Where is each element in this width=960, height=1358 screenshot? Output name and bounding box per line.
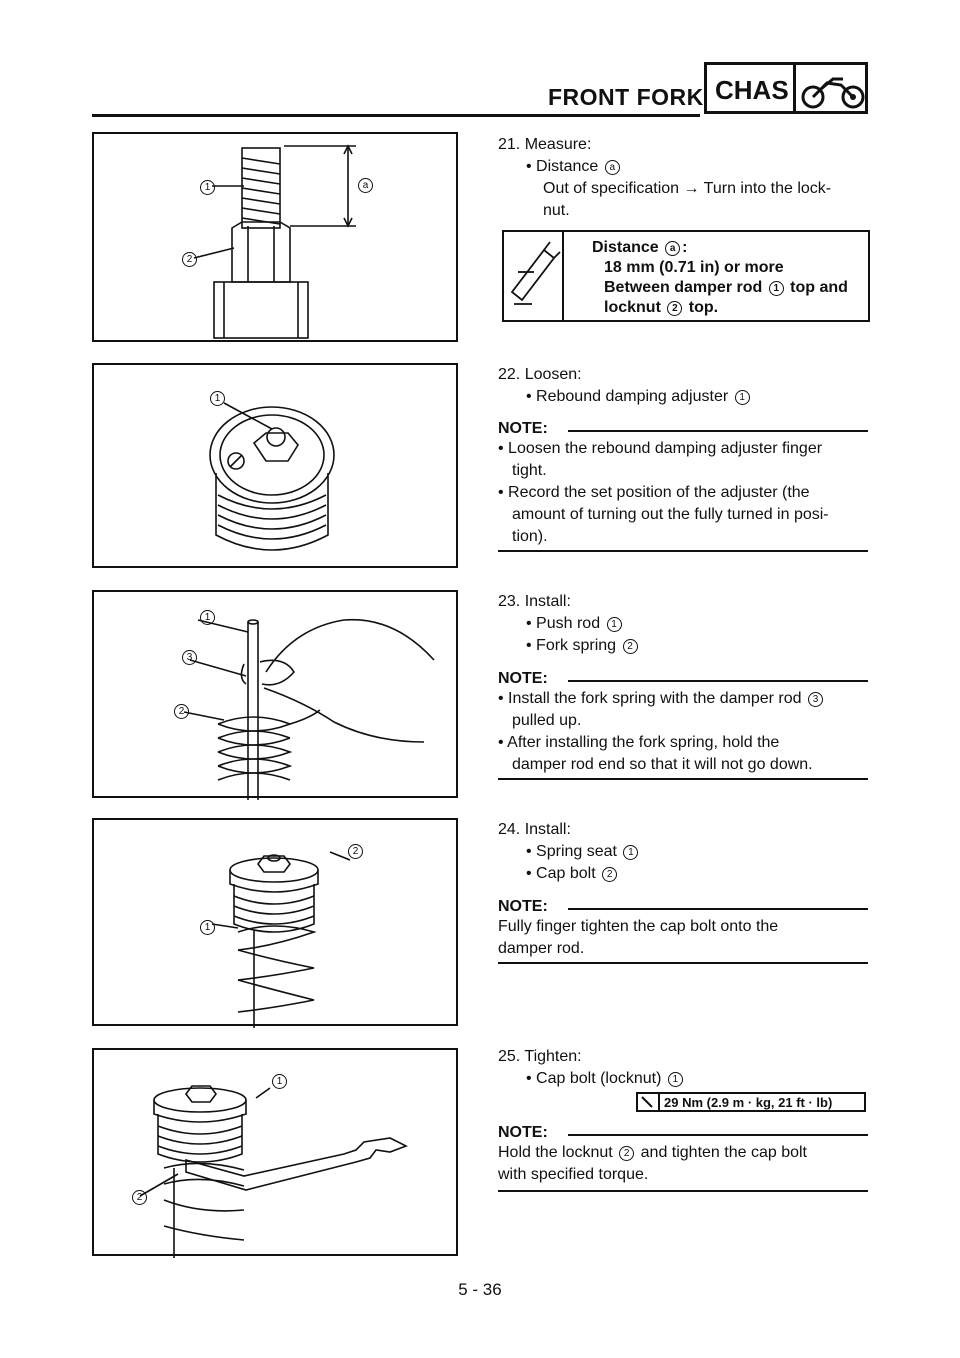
note-item-cont: tion). <box>512 528 548 545</box>
page-number: 5 - 36 <box>458 1280 502 1299</box>
page-title: FRONT FORK <box>548 84 704 110</box>
step-25-heading: 25. Tighten: <box>498 1048 582 1065</box>
step-23-bullet: • Push rod 1 <box>526 613 624 635</box>
step-21-heading: 21. Measure: <box>498 136 592 153</box>
note-end-rule <box>498 962 868 964</box>
spec-box <box>502 230 870 322</box>
step-24-bullet: • Spring seat 1 <box>526 841 640 863</box>
step-24-heading: 24. Install: <box>498 821 571 838</box>
callout-1: 1 <box>210 391 225 406</box>
note-rule <box>568 1134 868 1136</box>
note-label: NOTE: <box>498 420 548 437</box>
callout-1: 1 <box>200 610 215 625</box>
step-21-detail: Out of specification → Turn into the lock- <box>543 180 832 197</box>
note-end-rule <box>498 550 868 552</box>
callout-1: 1 <box>272 1074 287 1089</box>
note-rule <box>568 430 868 432</box>
note-rule <box>568 680 868 682</box>
note-item-cont: amount of turning out the fully turned in posi- <box>512 506 829 523</box>
cap-bolt-drawing <box>94 820 460 1028</box>
note-item-cont: damper rod end so that it will not go down. <box>512 756 813 773</box>
step-25-bullet: • Cap bolt (locknut) 1 <box>526 1068 685 1090</box>
callout-2: 2 <box>182 252 197 267</box>
step-22-bullet: • Rebound damping adjuster 1 <box>526 386 752 408</box>
header-rule <box>92 114 700 117</box>
note-text-cont: damper rod. <box>498 940 585 957</box>
callout-1: 1 <box>200 920 215 935</box>
motorcycle-icon <box>799 71 867 111</box>
figure-rebound-adjuster <box>92 363 458 568</box>
callout-2: 2 <box>348 844 363 859</box>
wrench-icon <box>638 1094 660 1110</box>
badge-divider <box>793 65 796 111</box>
hand-spring-drawing <box>94 592 460 800</box>
note-label: NOTE: <box>498 898 548 915</box>
damper-rod-drawing <box>94 134 460 344</box>
note-item-cont: pulled up. <box>512 712 582 729</box>
spec-text: Distance a : 18 mm (0.71 in) or more Between damper rod 1 top and locknut 2 top. <box>592 239 848 316</box>
section-badge <box>704 62 868 114</box>
figure-tighten-cap <box>92 1048 458 1256</box>
torque-spec <box>636 1092 866 1112</box>
note-item: • After installing the fork spring, hold the <box>498 732 779 754</box>
step-22-heading: 22. Loosen: <box>498 366 582 383</box>
note-text-cont: with specified torque. <box>498 1166 649 1183</box>
note-text: Hold the locknut 2 and tighten the cap bolt <box>498 1144 807 1161</box>
step-21-bullet: • Distance a <box>526 156 622 178</box>
step-23-heading: 23. Install: <box>498 593 571 610</box>
caliper-icon <box>504 232 564 320</box>
note-end-rule <box>498 1190 868 1192</box>
note-item-cont: tight. <box>512 462 547 479</box>
section-badge-label: CHAS <box>715 75 789 105</box>
note-item: • Install the fork spring with the damper rod 3 <box>498 688 825 710</box>
note-text: Fully finger tighten the cap bolt onto the <box>498 918 779 935</box>
note-item: • Loosen the rebound damping adjuster finger <box>498 438 822 460</box>
callout-a: a <box>358 178 373 193</box>
step-21-detail-cont: nut. <box>543 202 570 219</box>
note-rule <box>568 908 868 910</box>
figure-install-spring <box>92 590 458 798</box>
callout-1: 1 <box>200 180 215 195</box>
note-item: • Record the set position of the adjuster (the <box>498 482 810 504</box>
callout-2: 2 <box>132 1190 147 1205</box>
callout-3: 3 <box>182 650 197 665</box>
callout-2: 2 <box>174 704 189 719</box>
ref-a: a <box>605 160 620 175</box>
step-23-bullet: • Fork spring 2 <box>526 635 640 657</box>
figure-spring-seat-cap <box>92 818 458 1026</box>
note-label: NOTE: <box>498 670 548 687</box>
figure-measure-distance <box>92 132 458 342</box>
note-end-rule <box>498 778 868 780</box>
note-label: NOTE: <box>498 1124 548 1141</box>
step-24-bullet: • Cap bolt 2 <box>526 863 619 885</box>
torque-value: 29 Nm (2.9 m · kg, 21 ft · lb) <box>664 1095 833 1110</box>
fork-cap-drawing <box>94 365 460 570</box>
